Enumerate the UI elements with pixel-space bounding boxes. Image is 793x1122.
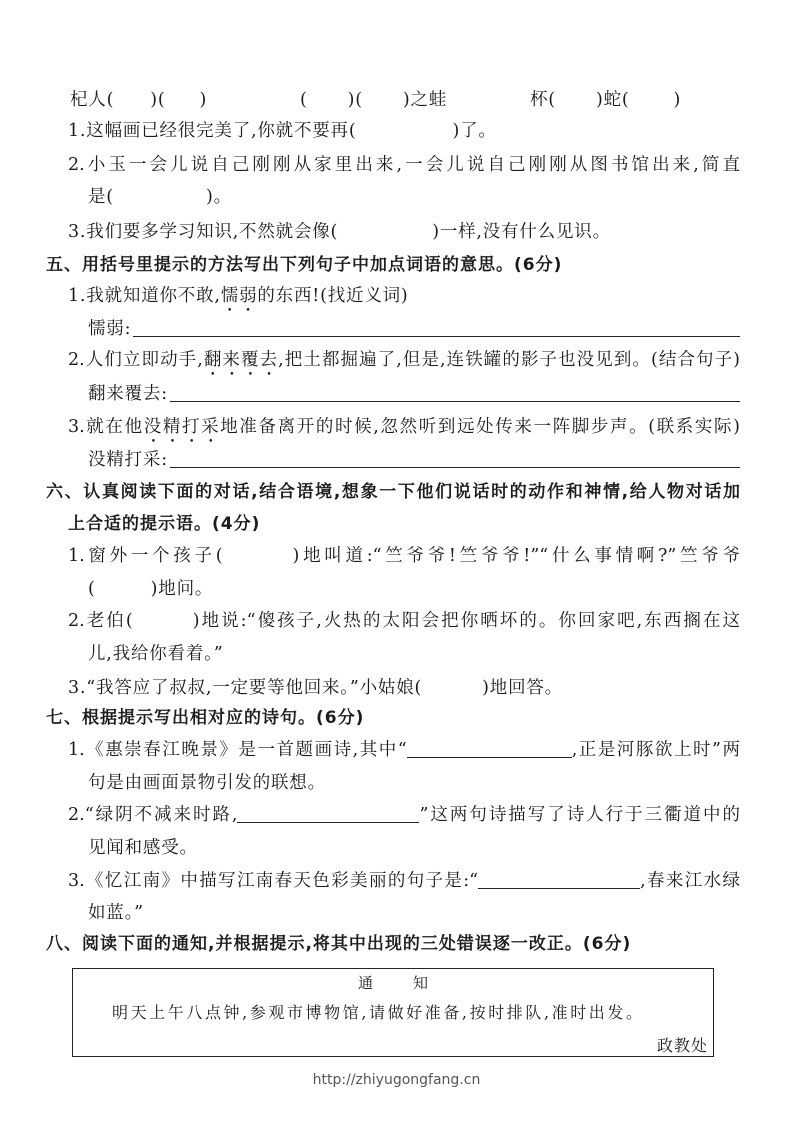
answer-line: [170, 448, 740, 468]
question-text: )。: [205, 187, 232, 207]
answer-blank: [114, 104, 150, 105]
question-text: )地问。: [150, 579, 214, 599]
section5-answer-2: [88, 382, 740, 406]
section6-heading-line2: 上合适的提示语。(4分): [68, 514, 261, 534]
section6-item-1-line1: [68, 544, 740, 568]
section6-heading-line1: 六、认真阅读下面的对话,结合语境,想象一下他们说话时的动作和神情,给人物对话加: [46, 482, 740, 502]
section6-item-1-line2: [88, 577, 213, 601]
section5-item-3: [68, 415, 740, 439]
question-text: ,春来江水绿: [640, 871, 740, 891]
section7-item-3-line1: [68, 869, 740, 893]
question-text: 1.窗外一个孩子(: [68, 546, 223, 566]
idiom-text: (: [300, 90, 308, 110]
section5-heading: 五、用括号里提示的方法写出下列句子中加点词语的意思。(6分): [46, 255, 563, 275]
answer-blank: [357, 135, 453, 136]
question-text: )地说:“傻孩子,火热的太阳会把你晒坏的。你回家吧,东西搁在这: [192, 611, 740, 631]
question-text: 2.人们立即动手,: [68, 350, 203, 370]
question-text: 3.我们要多学习知识,不然就会像(: [68, 222, 339, 242]
answer-blank: [556, 104, 596, 105]
section7-item-2-line1: [68, 803, 740, 827]
question-text: 1.我就知道你不敢,: [68, 286, 221, 306]
dotted-word: 翻来覆去: [202, 350, 279, 370]
section5-item-1: [68, 284, 409, 308]
answer-line: [170, 382, 740, 402]
notice-signature: 政教处: [656, 1036, 708, 1055]
answer-underline: [478, 872, 640, 889]
answer-blank: [338, 236, 432, 237]
answer-blank: [308, 104, 348, 105]
idiom-text: ): [673, 90, 682, 110]
section6-item-2-line2: 儿,我给你看着。”: [88, 644, 224, 664]
notice-body: 明天上午八点钟,参观市博物馆,请做好准备,按时排队,准时出发。: [112, 1003, 642, 1022]
question-text: )地回答。: [482, 678, 563, 698]
idiom-text: ): [199, 90, 208, 110]
section6-item-3: [68, 676, 563, 700]
answer-blank: [363, 104, 403, 105]
question-text: )一样,没有什么见识。: [432, 222, 611, 242]
question-text: 1.《惠崇春江晚景》是一首题画诗,其中“: [68, 740, 407, 760]
question-text: 3.就在他: [68, 417, 144, 437]
question-text: 2.老伯(: [68, 611, 133, 631]
section5-answer-3: [88, 448, 740, 472]
section7-heading: 七、根据提示写出相对应的诗句。(6分): [46, 708, 365, 728]
idiom-text: 杯(: [530, 90, 556, 110]
question-text: ,正是河豚欲上时”两: [571, 740, 740, 760]
question-text: 是(: [88, 187, 114, 207]
question-text: )了。: [452, 121, 497, 141]
answer-label: 翻来覆去:: [88, 384, 168, 404]
answer-label: 懦弱:: [88, 319, 132, 339]
question-text: 1.这幅画已经很完美了,你就不要再(: [68, 121, 357, 141]
idiom-fill-1: [70, 88, 207, 112]
footer-url: http://zhiyugongfang.cn: [312, 1072, 481, 1088]
fill-item-3: [68, 220, 611, 244]
fill-item-2-line1: 2.小玉一会儿说自己刚刚从家里出来,一会儿说自己刚刚从图书馆出来,简直: [68, 155, 740, 175]
answer-blank: [223, 560, 293, 561]
answer-underline: [237, 806, 419, 823]
answer-blank: [96, 593, 151, 594]
question-text: ,把土都掘遍了,但是,连铁罐的影子也没见到。(结合句子): [278, 350, 740, 370]
fill-item-1: [68, 119, 497, 143]
dotted-word: 没精打采: [143, 417, 221, 437]
section7-item-2-line2: 见闻和感受。: [88, 838, 198, 858]
section5-answer-1: [88, 317, 740, 341]
dotted-word: 懦弱: [220, 286, 258, 306]
idiom-text: )之蛙: [402, 90, 448, 110]
answer-underline: [407, 741, 572, 758]
section5-item-2: [68, 348, 740, 372]
idiom-fill-3: [530, 88, 681, 112]
idiom-text: )蛇(: [595, 90, 630, 110]
notice-box: [72, 968, 714, 1057]
answer-blank: [630, 104, 674, 105]
section6-item-2-line1: [68, 609, 740, 633]
question-text: 3.“我答应了叔叔,一定要等他回来。”小姑娘(: [68, 678, 423, 698]
question-text: 地准备离开的时候,忽然听到远处传来一阵脚步声。(联系实际): [220, 417, 741, 437]
question-text: 2.“绿阴不减来时路,: [68, 805, 238, 825]
question-text: ”这两句诗描写了诗人行于三衢道中的: [419, 805, 740, 825]
question-text: (: [88, 579, 96, 599]
section7-item-1-line1: [68, 738, 740, 762]
question-text: 3.《忆江南》中描写江南春天色彩美丽的句子是:“: [68, 871, 479, 891]
idiom-text: )(: [347, 90, 363, 110]
answer-line: [133, 317, 740, 337]
answer-blank: [166, 104, 200, 105]
question-text: 的东西!(找近义词): [257, 286, 409, 306]
section7-item-1-line2: 句是由画面景物引发的联想。: [88, 773, 326, 793]
answer-blank: [133, 625, 193, 626]
answer-blank: [114, 201, 206, 202]
idiom-text: )(: [150, 90, 166, 110]
section8-heading: 八、阅读下面的通知,并根据提示,将其中出现的三处错误逐一改正。(6分): [46, 934, 632, 954]
section7-item-3-line2: 如蓝。”: [88, 903, 144, 923]
idiom-text: 杞人(: [70, 90, 115, 110]
fill-item-2-line2: [88, 185, 232, 209]
notice-title: 通知: [357, 974, 468, 992]
idiom-fill-2: [300, 88, 447, 112]
question-text: )地叫道:“竺爷爷!竺爷爷!”“什么事情啊?”竺爷爷: [292, 546, 740, 566]
answer-blank: [422, 692, 482, 693]
answer-label: 没精打采:: [88, 450, 168, 470]
